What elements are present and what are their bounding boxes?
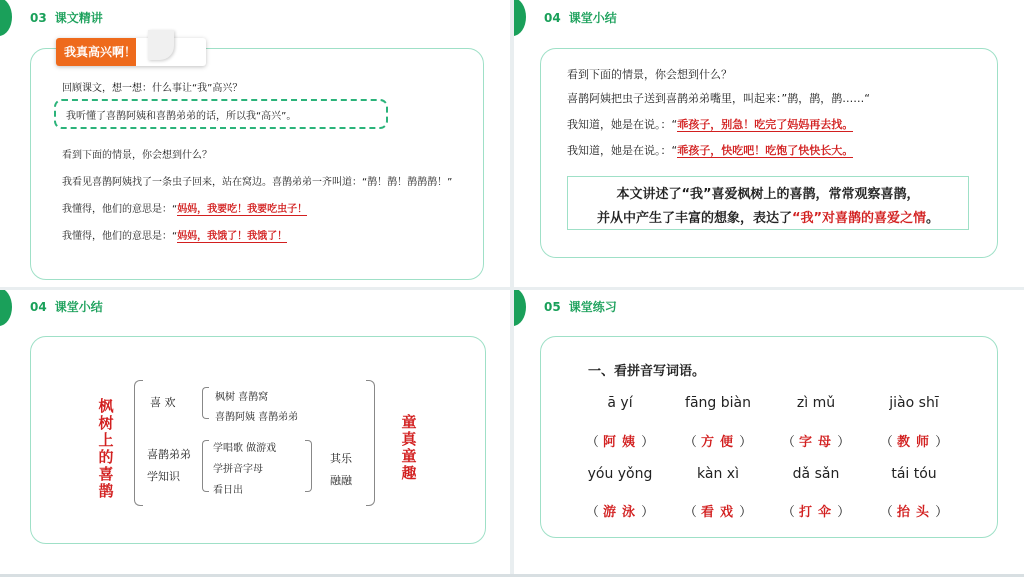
- summary-box: [567, 176, 969, 230]
- section-title: 04 课堂小结: [544, 11, 617, 25]
- section-title: 03 课文精讲: [30, 11, 103, 25]
- leaf-decoration: [514, 0, 526, 36]
- leaf-decoration: [0, 290, 12, 326]
- learn-item-1: 学唱歌 做游戏: [213, 443, 277, 454]
- summary-line-1: 本文讲述了“我”喜爱枫树上的喜鹊，常常观察喜鹊，: [616, 187, 920, 202]
- sub-bracket-3: [305, 440, 312, 492]
- slide-summary-mindmap: [0, 290, 510, 577]
- meaning-line-2: 我知道，她是在说。：“乖孩子，快吃吧！吃饱了快快长大。: [567, 144, 854, 157]
- scene-line: 喜鹊阿姨把虫子送到喜鹊弟弟嘴里，叫起来：”鹊，鹊，鹊……“: [567, 92, 870, 105]
- branch-bird-l2: 学知识: [147, 470, 180, 483]
- section-title: 04 课堂小结: [30, 300, 103, 314]
- pinyin-1: ā yí: [607, 395, 633, 411]
- question: 看到下面的情景，你会想到什么？: [567, 68, 732, 81]
- pinyin-3: zì mǔ: [796, 395, 836, 411]
- joy-l2: 融融: [330, 474, 352, 487]
- answer-1: （ 阿姨）: [585, 435, 655, 450]
- answer-5: （ 游泳）: [585, 505, 655, 520]
- pinyin-5: yóu yǒng: [587, 466, 653, 482]
- joy-l1: 其乐: [330, 452, 352, 465]
- answer-6: （ 看戏）: [683, 505, 753, 520]
- answer-2: （ 方便）: [683, 435, 753, 450]
- branch-bird-l1: 喜鹊弟弟: [147, 448, 191, 461]
- answer-4: （ 教师）: [879, 435, 949, 450]
- slide-practice: [514, 290, 1024, 577]
- meaning-line-1: 我懂得，他们的意思是：“妈妈，我要吃！我要吃虫子！: [62, 204, 308, 215]
- summary-line-2: 并从中产生了丰富的想象，表达了“我”对喜鹊的喜爱之情。: [596, 211, 940, 226]
- pinyin-7: dǎ sǎn: [792, 466, 840, 482]
- meaning-line-1: 我知道，她是在说。：“乖孩子，别急！吃完了妈妈再去找。: [567, 118, 854, 131]
- branch-like: 喜 欢: [150, 396, 176, 409]
- slide-summary-1: [514, 0, 1024, 287]
- question-1: 回顾课文，想一想：什么事让“我”高兴？: [62, 83, 243, 94]
- pinyin-2: fāng biàn: [685, 395, 751, 411]
- left-bracket: [134, 380, 143, 506]
- answer-1: 我听懂了喜鹊阿姨和喜鹊弟弟的话，所以我“高兴”。: [66, 111, 297, 122]
- leaf-decoration: [0, 0, 12, 36]
- like-item-1: 枫树 喜鹊窝: [215, 392, 269, 403]
- learn-item-3: 看日出: [213, 485, 243, 496]
- mindmap-root-title: 枫树上的喜鹊: [98, 397, 114, 500]
- slide-lesson-explanation: [0, 0, 510, 287]
- pinyin-6: kàn xì: [697, 466, 739, 482]
- sub-bracket-2: [202, 440, 209, 492]
- pinyin-4: jiào shī: [889, 395, 939, 411]
- task-title: 一、看拼音写词语。: [588, 364, 706, 379]
- badge-label: 我真高兴啊！: [56, 38, 136, 66]
- mindmap-theme: 童真童趣: [401, 413, 417, 482]
- right-bracket: [366, 380, 375, 506]
- answer-7: （ 打伞）: [781, 505, 851, 520]
- learn-item-2: 学拼音字母: [213, 464, 263, 475]
- answer-3: （ 字母）: [781, 435, 851, 450]
- badge: [56, 38, 206, 66]
- leaf-decoration: [514, 290, 526, 326]
- question-2: 看到下面的情景，你会想到什么？: [62, 150, 212, 161]
- scene-line: 我看见喜鹊阿姨找了一条虫子回来，站在窝边。喜鹊弟弟一齐叫道：“鹊！鹊！鹊鹊鹊！”: [62, 177, 453, 188]
- sub-bracket-1: [202, 387, 209, 419]
- meaning-line-2: 我懂得，他们的意思是：“妈妈，我饿了！我饿了！: [62, 231, 288, 242]
- answer-8: （ 抬头）: [879, 505, 949, 520]
- page-curl-decoration: [148, 30, 174, 60]
- like-item-2: 喜鹊阿姨 喜鹊弟弟: [215, 412, 299, 423]
- section-title: 05 课堂练习: [544, 300, 617, 314]
- pinyin-8: tái tóu: [891, 466, 937, 482]
